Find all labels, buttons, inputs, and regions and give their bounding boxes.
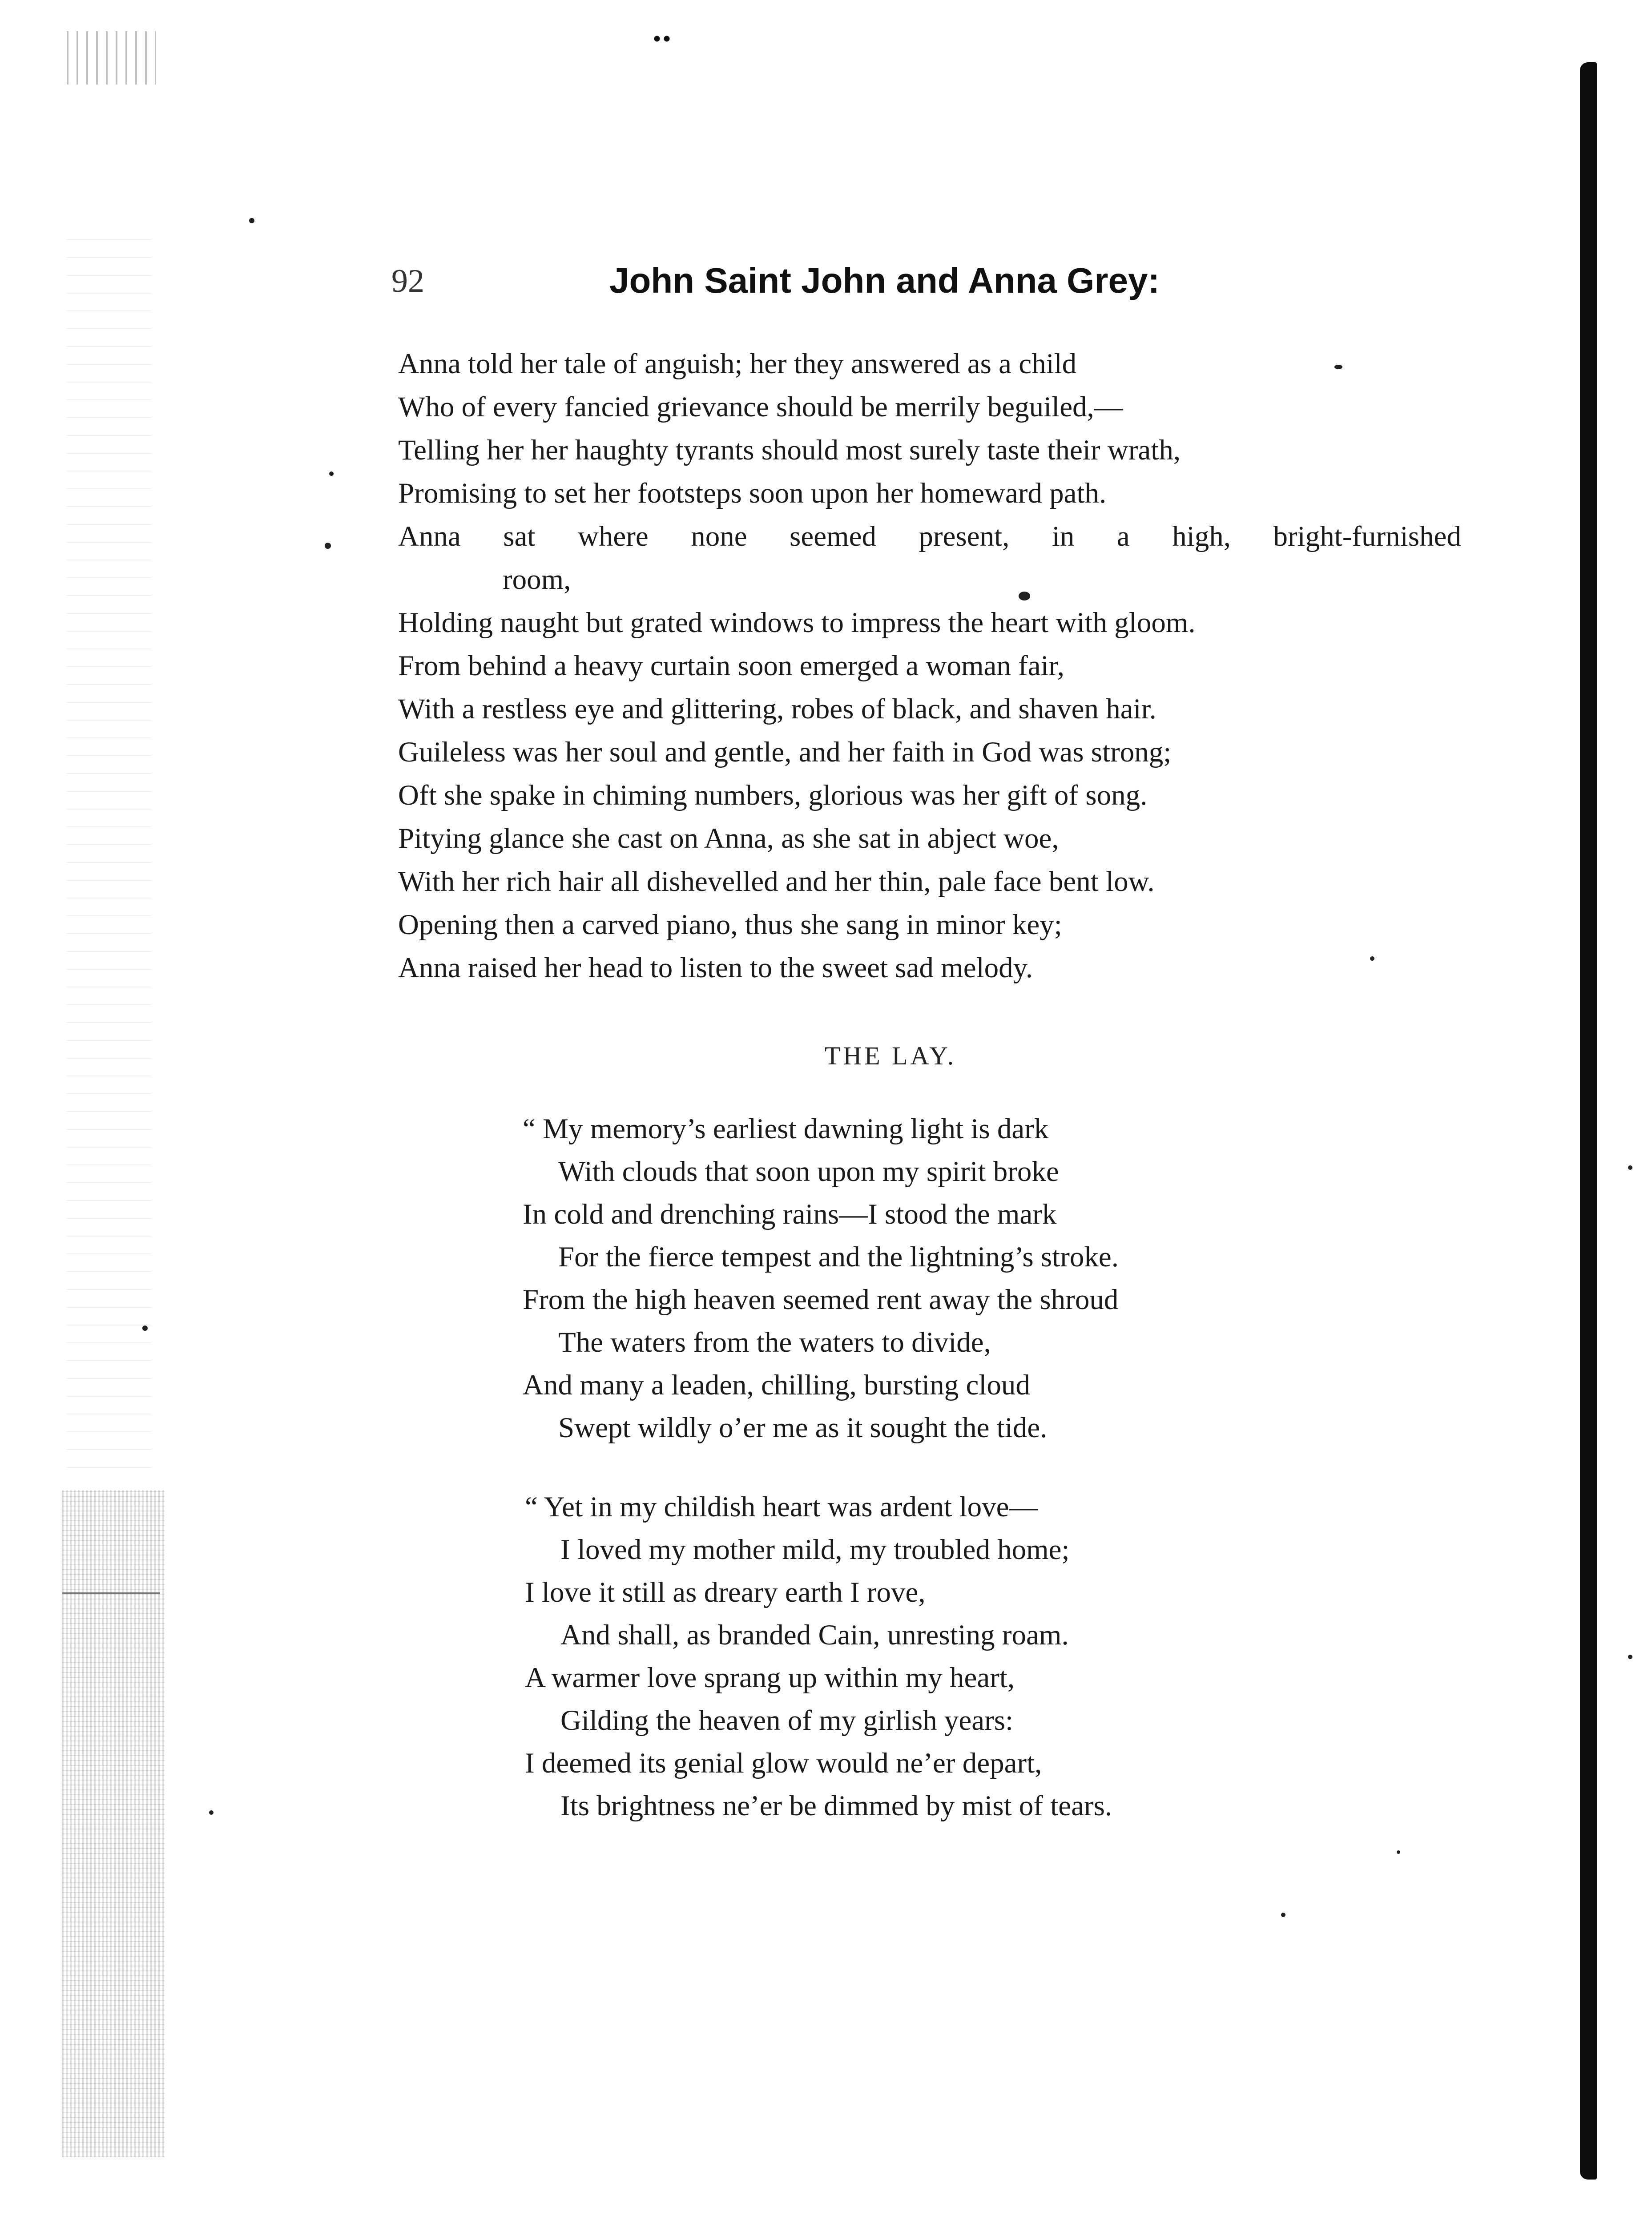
poem-title-text: THE LAY. [824, 1041, 957, 1070]
poem-line: I deemed its genial glow would ne’er depart, [525, 1747, 1042, 1779]
poem-line: “ Yet in my childish heart was ardent love— [525, 1491, 1038, 1523]
verse-word: Anna [398, 520, 461, 552]
narrative-verse [398, 342, 1461, 990]
page-number: 92 [391, 263, 424, 299]
scan-corner-marks [67, 31, 156, 85]
ink-speck [1628, 1165, 1632, 1170]
verse-word: high, [1172, 520, 1231, 552]
verse-word: in [1052, 520, 1075, 552]
poem-line: From the high heaven seemed rent away the shroud [523, 1284, 1119, 1316]
verse-line: Oft she spake in chiming numbers, glorious was her gift of song. [398, 779, 1148, 811]
verse-word: present, [919, 520, 1010, 552]
poem-stanza-2 [525, 1486, 1370, 1827]
ink-speck [209, 1810, 214, 1815]
verse-line: Guileless was her soul and gentle, and her faith in God was strong; [398, 736, 1172, 768]
verse-word: where [577, 520, 649, 552]
poem-title [0, 1041, 1652, 1071]
verse-line: Anna raised her head to listen to the sweet sad melody. [398, 952, 1033, 984]
verse-word: a [1116, 520, 1130, 552]
poem-stanza-1 [523, 1108, 1368, 1449]
left-margin-noise [67, 222, 151, 1468]
page-edge-shadow [1580, 62, 1597, 2180]
verse-line: With a restless eye and glittering, robes of black, and shaven hair. [398, 693, 1156, 725]
verse-line [398, 515, 1461, 558]
ink-speck [249, 218, 254, 223]
ink-speck [1397, 1850, 1400, 1854]
left-margin-rule [62, 1592, 160, 1594]
verse-line: With her rich hair all dishevelled and her thin, pale face bent low. [398, 866, 1155, 898]
poem-line: Swept wildly o’er me as it sought the tide. [558, 1412, 1048, 1444]
running-title: John Saint John and Anna Grey: [609, 261, 1160, 300]
ink-speck [1281, 1913, 1285, 1917]
verse-line: From behind a heavy curtain soon emerged a woman fair, [398, 650, 1064, 682]
ink-speck [325, 543, 331, 549]
verse-line: Promising to set her footsteps soon upon her homeward path. [398, 477, 1107, 509]
poem-line: And many a leaden, chilling, bursting cloud [523, 1369, 1030, 1401]
poem-line: A warmer love sprang up within my heart, [525, 1662, 1015, 1694]
verse-line: Holding naught but grated windows to impress the heart with gloom. [398, 607, 1196, 639]
poem-line: “ My memory’s earliest dawning light is dark [523, 1113, 1049, 1145]
poem-line: Gilding the heaven of my girlish years: [560, 1704, 1014, 1737]
verse-line: room, [503, 564, 571, 596]
poem-line: With clouds that soon upon my spirit broke [558, 1156, 1059, 1188]
ink-speck [1628, 1655, 1632, 1659]
poem-line: I love it still as dreary earth I rove, [525, 1576, 926, 1608]
poem-line: And shall, as branded Cain, unresting roam. [560, 1619, 1069, 1651]
verse-word: seemed [790, 520, 876, 552]
poem-line: In cold and drenching rains—I stood the mark [523, 1198, 1057, 1230]
ink-speck [142, 1326, 148, 1331]
top-ink-dots [654, 36, 670, 42]
verse-word: bright-furnished [1273, 520, 1461, 552]
verse-word: sat [503, 520, 536, 552]
ink-speck [329, 471, 334, 476]
verse-word: none [691, 520, 747, 552]
verse-line: Who of every fancied grievance should be merrily beguiled,— [398, 391, 1123, 423]
verse-line: Anna told her tale of anguish; her they answered as a child [398, 348, 1077, 380]
verse-line: Opening then a carved piano, thus she sang in minor key; [398, 909, 1062, 941]
poem-line: Its brightness ne’er be dimmed by mist of tears. [560, 1790, 1112, 1822]
verse-line: Pitying glance she cast on Anna, as she sat in abject woe, [398, 822, 1059, 854]
poem-line: For the fierce tempest and the lightning’s stroke. [558, 1241, 1119, 1273]
poem-line: The waters from the waters to divide, [558, 1326, 991, 1358]
verse-line: Telling her her haughty tyrants should most surely taste their wrath, [398, 434, 1181, 466]
poem-line: I loved my mother mild, my troubled home; [560, 1534, 1070, 1566]
left-margin-scan-noise [62, 1490, 165, 2157]
